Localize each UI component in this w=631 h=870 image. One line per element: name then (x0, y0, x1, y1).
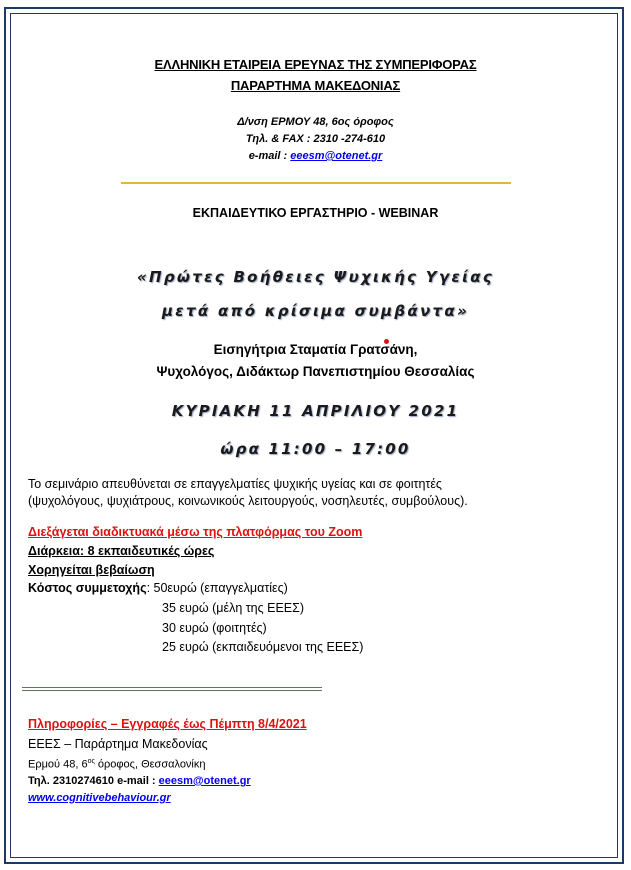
speaker-name: Εισηγήτρια Σταματία Γρατσάνη, (213, 342, 418, 357)
fee-students: 30 ευρώ (φοιτητές) (162, 621, 267, 635)
registration-info: Πληροφορίες – Εγγραφές έως Πέμπτη 8/4/2021 (28, 717, 307, 731)
header-email-label: e-mail : (248, 150, 291, 162)
header-email-row (0, 150, 631, 162)
event-date: ΚΥΡΙΑΚΗ 11 ΑΠΡΙΛΙΟΥ 2021 (171, 402, 460, 420)
footer-phone: Τηλ. 2310274610 e-mail : (28, 775, 159, 787)
platform-note: Διεξάγεται διαδικτυακά μέσω της πλατφόρμας του Zoom (28, 525, 363, 539)
event-title-line1: «Πρώτες Βοήθειες Ψυχικής Υγείας (136, 268, 495, 286)
cost-row (28, 581, 288, 595)
event-type: ΕΚΠΑΙΔΕΥΤΙΚΟ ΕΡΓΑΣΤΗΡΙΟ - WEBINAR (192, 206, 439, 220)
footer-divider-top (22, 687, 322, 688)
cost-label: Κόστος συμμετοχής (28, 581, 147, 595)
fee-professionals: : 50ευρώ (επαγγελματίες) (146, 581, 288, 595)
audience-line2: (ψυχολόγους, ψυχιάτρους, κοινωνικούς λειτουργούς, νοσηλευτές, συμβούλους). (28, 494, 468, 508)
event-title-line2: μετά από κρίσιμα συμβάντα» (161, 302, 470, 320)
org-name-line1: ΕΛΛΗΝΙΚΗ ΕΤΑΙΡΕΙΑ ΕΡΕΥΝΑΣ ΤΗΣ ΣΥΜΠΕΡΙΦΟΡΑΣ (154, 57, 477, 72)
header-address: Δ/νση ΕΡΜΟΥ 48, 6ος όροφος (237, 116, 394, 128)
website-link[interactable]: www.cognitivebehaviour.gr (28, 792, 171, 804)
footer-email-link[interactable]: eeesm@otenet.gr (158, 775, 251, 787)
header-email-link[interactable]: eeesm@otenet.gr (290, 150, 383, 162)
gold-divider (121, 182, 511, 184)
event-time: ώρα 11:00 – 17:00 (220, 440, 411, 458)
footer-divider-bottom (22, 690, 322, 691)
footer-branch: ΕΕΕΣ – Παράρτημα Μακεδονίας (28, 737, 208, 751)
fee-trainees: 25 ευρώ (εκπαιδευόμενοι της ΕΕΕΣ) (162, 640, 364, 654)
footer-address-sup: ος (87, 758, 95, 765)
fee-members: 35 ευρώ (μέλη της ΕΕΕΣ) (162, 601, 305, 615)
header-phone: Τηλ. & FAX : 2310 -274-610 (245, 133, 386, 145)
footer-address (28, 758, 206, 771)
footer-address-post: όροφος, Θεσσαλονίκη (94, 758, 206, 771)
footer-contact-row (28, 775, 251, 787)
audience-line1: Το σεμινάριο απευθύνεται σε επαγγελματίες ψυχικής υγείας και σε φοιτητές (28, 477, 442, 491)
certificate-note: Χορηγείται βεβαίωση (28, 563, 155, 577)
footer-address-pre: Ερμού 48, 6 (28, 758, 88, 771)
org-name-line2: ΠΑΡΑΡΤΗΜΑ ΜΑΚΕΔΟΝΙΑΣ (230, 78, 401, 93)
speaker-credentials: Ψυχολόγος, Διδάκτωρ Πανεπιστημίου Θεσσαλίας (156, 364, 475, 379)
duration-note: Διάρκεια: 8 εκπαιδευτικές ώρες (28, 544, 215, 558)
